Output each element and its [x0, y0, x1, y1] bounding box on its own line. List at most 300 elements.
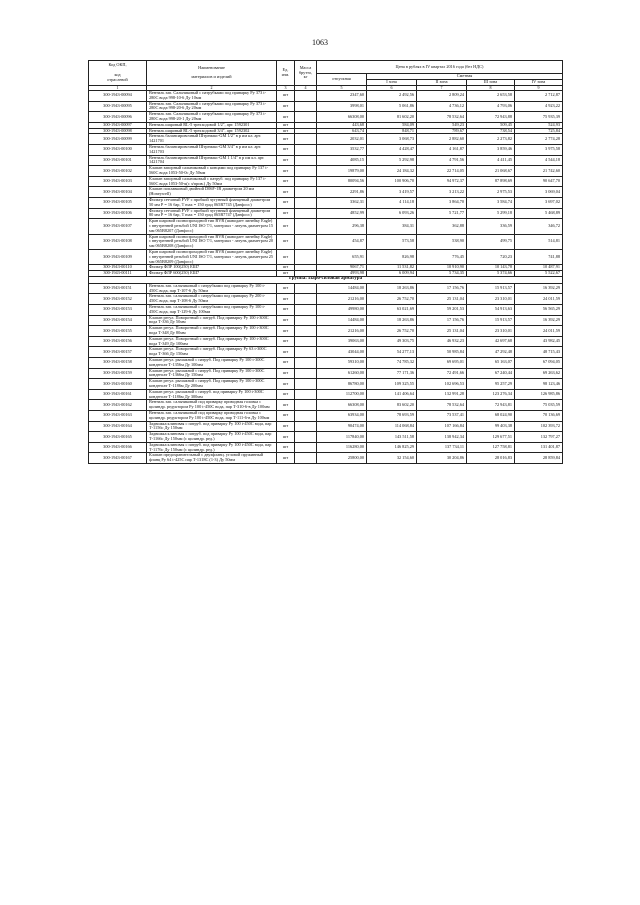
item-price: 443,68 — [317, 122, 367, 128]
item-price-zone-2: 69 695,01 — [417, 358, 467, 369]
item-name: Вентиль зап. сальниковый под приварку приводная головка с цилиндр. редуктором Ру 100 t-450С вода, пар Т-310-6-в Ду 100мм — [147, 400, 277, 411]
item-code: 300-1943-00098 — [89, 128, 147, 134]
item-price-zone-2: 78 532,64 — [417, 112, 467, 123]
table-row — [89, 208, 563, 219]
item-unit: шт — [277, 294, 295, 305]
item-mass — [295, 421, 317, 432]
item-unit: шт — [277, 265, 295, 271]
item-mass — [295, 336, 317, 347]
item-price-zone-1: 5 061,86 — [367, 101, 417, 112]
item-price-zone-2: 46 932,23 — [417, 336, 467, 347]
item-price-zone-3: 4 411,45 — [467, 155, 515, 166]
item-price-zone-1: 63 021,69 — [367, 305, 417, 316]
table-row — [89, 234, 563, 249]
item-price-zone-4: 5 468,89 — [515, 208, 563, 219]
item-name: Фильтр сетчатый FVF с пробкой чугунный фланцевый диаметром 80 мм Р = 16 бар, Т max = 150 град 065B7747 (Данфосс) — [147, 208, 277, 219]
item-price-zone-3: 21 068,67 — [467, 166, 515, 177]
item-price-zone-2: 17 156,76 — [417, 315, 467, 326]
item-code: 300-1943-00111 — [89, 271, 147, 277]
table-row — [89, 294, 563, 305]
item-price-zone-1: 18 263,86 — [367, 315, 417, 326]
item-price: 49980,00 — [317, 305, 367, 316]
item-mass — [295, 234, 317, 249]
item-name: Фильтр ФЛР 100(250) ЕШ7 — [147, 265, 277, 271]
item-price-zone-2: 102 696,53 — [417, 379, 467, 390]
table-row — [89, 197, 563, 208]
item-price-zone-2: 549,23 — [417, 122, 467, 128]
item-code: 300-1943-00096 — [89, 112, 147, 123]
item-price-zone-2: 2 809,24 — [417, 91, 467, 102]
col-number: 2 — [147, 86, 277, 91]
item-mass — [295, 326, 317, 337]
item-code: 300-1943-00103 — [89, 176, 147, 187]
item-code: 300-1943-00155 — [89, 326, 147, 337]
item-price-zone-1: 109 325,55 — [367, 379, 417, 390]
item-code: 300-1943-00153 — [89, 305, 147, 316]
item-mass — [295, 176, 317, 187]
item-price-zone-4: 3 697,02 — [515, 197, 563, 208]
item-price: 3362,31 — [317, 197, 367, 208]
item-price: 61260,00 — [317, 368, 367, 379]
item-price-zone-1: 3 068,73 — [367, 134, 417, 145]
item-mass — [295, 432, 317, 443]
item-price-zone-4: 3 975,58 — [515, 144, 563, 155]
item-price-zone-2: 132 991,28 — [417, 389, 467, 400]
item-price-zone-4: 346,72 — [515, 219, 563, 234]
item-name: Кран шаровой полнопроходной тип BVR (шаводает линейку Eagle) с внутренней резьбой UNI ISO 7/1, материал - латунь диаметром 20 мм 065B8208 (Данфосс) — [147, 234, 277, 249]
item-code: 300-1943-00110 — [89, 265, 147, 271]
table-row — [89, 176, 563, 187]
table-row — [89, 389, 563, 400]
item-price-zone-4: 56 565,29 — [515, 305, 563, 316]
item-price-zone-1: 4 428,47 — [367, 144, 417, 155]
item-price-zone-3: 123 276,34 — [467, 389, 515, 400]
item-price-zone-2: 10 910,90 — [417, 265, 467, 271]
item-price-zone-1: 584,09 — [367, 122, 417, 128]
table-row — [89, 368, 563, 379]
item-name: Фильтр сетчатый FVF с пробкой чугунный фланцевый диаметром 50 мм Р = 16 бар, Т max = 150 град 065B7745 (Данфосс) — [147, 197, 277, 208]
item-price-zone-3: 10 143,78 — [467, 265, 515, 271]
table-body — [89, 91, 563, 464]
item-price: 3532,77 — [317, 144, 367, 155]
item-name: Клапан регул. Поворотный с патруб. Под приварку Ру 63 t-300С вода Т-366 Ду 150мм — [147, 347, 277, 358]
table-row — [89, 358, 563, 369]
item-price-zone-2: 5 721,77 — [417, 208, 467, 219]
item-price-zone-3: 72 943,81 — [467, 400, 515, 411]
item-price-zone-4: 131 401,87 — [515, 442, 563, 453]
item-price-zone-4: 98 123,46 — [515, 379, 563, 390]
item-name: Вентиль зап. Сальниковый с патрубками под приварку Ру 373 t-280С вода 998-10-6 Ду 10мм — [147, 91, 277, 102]
item-price-zone-1: 848,71 — [367, 128, 417, 134]
item-name: Вентиль зап. сальниковый с патрубками под приварку Ру 200 t-450С вода, пар Т-108-6 Ду 50мм — [147, 294, 277, 305]
item-price-zone-1: 81 602,20 — [367, 112, 417, 123]
header-zone-1: I зона — [367, 80, 417, 86]
item-unit: шт — [277, 453, 295, 464]
item-price-zone-1: 3 419,57 — [367, 187, 417, 198]
item-price-zone-4: 21 742,60 — [515, 166, 563, 177]
item-price-zone-4: 48 715,43 — [515, 347, 563, 358]
item-mass — [295, 166, 317, 177]
item-name: Клапан регул. Поворотный с патруб. Под приварку Ру 100 t-300С вода Т-349 Ду 100мм — [147, 336, 277, 347]
item-price-zone-3: 99 403,38 — [467, 421, 515, 432]
item-unit: шт — [277, 271, 295, 277]
item-code: 300-1943-00160 — [89, 379, 147, 390]
item-name: Клапан регул. Поворотный с патруб. Под приварку Ру 100 t-300С вода Т-336 Ду 50мм — [147, 315, 277, 326]
item-mass — [295, 400, 317, 411]
item-name: Вентиль балансировочный Штремакс-GM 1/2" в р им кл. арт. 1421701 — [147, 134, 277, 145]
item-mass — [295, 379, 317, 390]
item-name: Клапан запорный сальниковый с патруб. под приварку Ру 137 t-560С вода 1053-50-к(с э/прив.) Ду 50мм — [147, 176, 277, 187]
page-number: 1063 — [312, 38, 328, 47]
item-price-zone-2: 94 972,37 — [417, 176, 467, 187]
col-number: 4 — [295, 86, 317, 91]
item-price: 25800,00 — [317, 453, 367, 464]
item-unit: шт — [277, 379, 295, 390]
item-price-zone-4: 75 035,59 — [515, 400, 563, 411]
group-title: Группа: Паро-силовая арматура — [89, 276, 563, 283]
item-unit: шт — [277, 421, 295, 432]
item-unit: шт — [277, 128, 295, 134]
item-price-zone-3: 127 758,81 — [467, 442, 515, 453]
item-price-zone-3: 5 299,18 — [467, 208, 515, 219]
item-mass — [295, 112, 317, 123]
item-unit: шт — [277, 197, 295, 208]
item-price: 296,38 — [317, 219, 367, 234]
item-price-zone-3: 23 310,01 — [467, 294, 515, 305]
item-code: 300-1943-00163 — [89, 411, 147, 422]
item-price-zone-3: 68 024,90 — [467, 411, 515, 422]
item-price-zone-2: 538,90 — [417, 234, 467, 249]
item-mass — [295, 134, 317, 145]
header-zones-title: Сметная — [367, 74, 563, 80]
item-price-zone-2: 2 882,60 — [417, 134, 467, 145]
item-code: 300-1943-00094 — [89, 91, 147, 102]
item-price: 21216,00 — [317, 294, 367, 305]
item-mass — [295, 389, 317, 400]
item-mass — [295, 453, 317, 464]
item-price-zone-4: 524,93 — [515, 122, 563, 128]
item-price-zone-4: 3 069,04 — [515, 187, 563, 198]
header-name: Наименование материалов и изделий — [147, 61, 277, 86]
item-price-zone-1: 77 171,36 — [367, 368, 417, 379]
item-price: 9067,71 — [317, 265, 367, 271]
item-price-zone-1: 83 602,20 — [367, 400, 417, 411]
item-price: 63934,00 — [317, 411, 367, 422]
item-price-zone-2: 4 791,56 — [417, 155, 467, 166]
item-unit: шт — [277, 112, 295, 123]
item-name: Вентиль зап. Сальниковый с патрубками под приварку Ру 373 t-280С вода 998-20-6 Ду 20мм — [147, 101, 277, 112]
item-price: 39063,00 — [317, 336, 367, 347]
item-price-zone-4: 132 797,27 — [515, 432, 563, 443]
table-row — [89, 400, 563, 411]
item-price-zone-2: 138 942,34 — [417, 432, 467, 443]
item-unit: шт — [277, 219, 295, 234]
item-price-zone-1: 143 511,58 — [367, 432, 417, 443]
item-unit: шт — [277, 283, 295, 294]
item-price-zone-3: 28 016,83 — [467, 453, 515, 464]
item-code: 300-1943-00099 — [89, 134, 147, 145]
col-number: 1 — [89, 86, 147, 91]
item-price-zone-4: 725,84 — [515, 128, 563, 134]
item-price-zone-2: 776,45 — [417, 249, 467, 264]
item-price-zone-1: 74 785,32 — [367, 358, 417, 369]
item-mass — [295, 249, 317, 264]
item-price-zone-1: 141 406,64 — [367, 389, 417, 400]
item-price-zone-2: 17 156,76 — [417, 283, 467, 294]
item-price-zone-1: 24 184,32 — [367, 166, 417, 177]
header-price-title: Цена в рублях в IV квартал 2016 года (без НДС) — [317, 61, 563, 74]
item-unit: шт — [277, 122, 295, 128]
item-price: 643,74 — [317, 128, 367, 134]
item-code: 300-1943-00162 — [89, 400, 147, 411]
col-number: 8 — [467, 86, 515, 91]
item-price-zone-4: 24 011,59 — [515, 294, 563, 305]
item-price-zone-1: 26 752,70 — [367, 294, 417, 305]
item-name: Клапан регул. рычажной с патруб. Под приварку Ру 100 t-300С конденсат Т-1356м Ду 100мм — [147, 358, 277, 369]
item-name: Вентиль балансировочный Штремакс-GM 3/4" в р им кл. арт. 1421703 — [147, 144, 277, 155]
item-name: Вентиль балансировочный Штремакс-GM 1 1/4" в р им кл. арт. 1421704 — [147, 155, 277, 166]
table-row — [89, 305, 563, 316]
item-price-zone-3: 47 292,48 — [467, 347, 515, 358]
item-price-zone-2: 4 161,87 — [417, 144, 467, 155]
item-mass — [295, 91, 317, 102]
header-unit: Ед. изм. — [277, 61, 295, 86]
item-price-zone-4: 16 392,29 — [515, 283, 563, 294]
item-name: Клапан регул. Поворотный с патруб. Под приварку Ру 100 t-300С вода Т-348 Ду 80мм — [147, 326, 277, 337]
item-code: 300-1943-00109 — [89, 249, 147, 264]
item-price-zone-4: 90 647,70 — [515, 176, 563, 187]
item-name: Вентиль зап. Сальниковый с патрубками под приварку Ру 373 t-280С вода 998-20-1 Ду 20мм — [147, 112, 277, 123]
item-name: Кран шаровой полнопроходной тип BVR (шаводает линейку Eagle) с внутренней резьбой UNI ISO 7/1, материал - латунь диаметром 25 мм 065B8209 (Данфосс) — [147, 249, 277, 264]
item-name: Клапан регул. рычажной с патруб. под приварку Ру 100 t-300С конденсат Т-1186м Ду 300мм — [147, 389, 277, 400]
item-price-zone-4: 741,88 — [515, 249, 563, 264]
item-price-zone-1: 6 009,94 — [367, 271, 417, 277]
item-price-zone-4: 2 774,28 — [515, 134, 563, 145]
item-price-zone-1: 26 752,70 — [367, 326, 417, 337]
item-name: Фильтр ФЛР 600(250) ЕШ7 — [147, 271, 277, 277]
item-code: 300-1943-00105 — [89, 197, 147, 208]
item-price-zone-2: 50 985,84 — [417, 347, 467, 358]
item-unit: шт — [277, 208, 295, 219]
item-unit: шт — [277, 305, 295, 316]
item-unit: шт — [277, 315, 295, 326]
item-code: 300-1943-00161 — [89, 389, 147, 400]
table-row — [89, 187, 563, 198]
item-price-zone-1: 100 906,70 — [367, 176, 417, 187]
item-name: Задвижка клиновая с патруб. под приварку Ру 100 t-450С вода, пар Т-1156с Ду 150мм — [147, 421, 277, 432]
item-price: 66308,00 — [317, 400, 367, 411]
table-header — [89, 61, 563, 91]
item-unit: шт — [277, 442, 295, 453]
item-name: Клапан регул. рычажной с патруб. Под приварку Ру 100 t-300С конденсат Т-1186м Ду 200мм — [147, 379, 277, 390]
item-price: 59310,00 — [317, 358, 367, 369]
table-row — [89, 411, 563, 422]
table-row — [89, 112, 563, 123]
item-price-zone-2: 30 204,86 — [417, 453, 467, 464]
item-price-zone-3: 4 793,06 — [467, 101, 515, 112]
table-row — [89, 155, 563, 166]
item-code: 300-1943-00108 — [89, 234, 147, 249]
item-unit: шт — [277, 368, 295, 379]
item-name: Задвижка клиновая с патруб. под приварку Ру 100 t-450С вода, пар Т-1166с Ду 150мм (с цилиндр. ред.) — [147, 432, 277, 443]
item-code: 300-1943-00166 — [89, 442, 147, 453]
item-price-zone-4: 5 522,67 — [515, 271, 563, 277]
item-code: 300-1943-00102 — [89, 166, 147, 177]
item-code: 300-1943-00097 — [89, 122, 147, 128]
item-price-zone-3: 42 697,68 — [467, 336, 515, 347]
item-unit: шт — [277, 347, 295, 358]
item-mass — [295, 187, 317, 198]
item-price: 112700,00 — [317, 389, 367, 400]
item-price-zone-4: 16 392,29 — [515, 315, 563, 326]
item-mass — [295, 155, 317, 166]
item-price: 4993,98 — [317, 271, 367, 277]
col-number: 6 — [367, 86, 417, 91]
item-unit: шт — [277, 101, 295, 112]
item-price-zone-3: 5 374,66 — [467, 271, 515, 277]
item-price-zone-3: 3 859,46 — [467, 144, 515, 155]
item-unit: шт — [277, 358, 295, 369]
header-zone-2: II зона — [417, 80, 467, 86]
item-mass — [295, 442, 317, 453]
item-code: 300-1943-00158 — [89, 358, 147, 369]
item-price-zone-2: 5 734,35 — [417, 271, 467, 277]
item-price-zone-2: 4 736,12 — [417, 101, 467, 112]
item-price-zone-3: 499,75 — [467, 234, 515, 249]
item-price-zone-1: 384,31 — [367, 219, 417, 234]
table-row — [89, 347, 563, 358]
item-price-zone-4: 4 544,18 — [515, 155, 563, 166]
item-price-zone-1: 2 492,56 — [367, 91, 417, 102]
table-row — [89, 326, 563, 337]
item-name: Задвижка клиновая с патруб. под приварку Ру 100 t-450С вода, пар Т-1176с Ду 150мм (с цилиндр. ред.) — [147, 442, 277, 453]
item-price-zone-3: 72 943,88 — [467, 112, 515, 123]
item-unit: шт — [277, 187, 295, 198]
item-price-zone-3: 15 913,57 — [467, 315, 515, 326]
item-code: 300-1943-00101 — [89, 155, 147, 166]
item-price: 19879,00 — [317, 166, 367, 177]
table-row — [89, 134, 563, 145]
col-number: 5 — [317, 86, 367, 91]
item-price-zone-1: 54 277,13 — [367, 347, 417, 358]
item-name: Кран шаровой полнопроходной тип BVR (шаводает линейку Eagle) с внутренней резьбой UNI ISO 7/1, материал - латунь диаметром 15 мм 065B8207 (Данфосс) — [147, 219, 277, 234]
item-price-zone-4: 69 263,62 — [515, 368, 563, 379]
item-mass — [295, 197, 317, 208]
item-price-zone-3: 87 898,69 — [467, 176, 515, 187]
table-row — [89, 315, 563, 326]
item-code: 300-1943-00104 — [89, 187, 147, 198]
item-mass — [295, 283, 317, 294]
item-price-zone-1: 11 531,82 — [367, 265, 417, 271]
item-price-zone-1: 114 068,84 — [367, 421, 417, 432]
item-name: Вентиль зап. сальниковый под приварку приводная головка с цилиндр. редуктором Ру 100 t-450С вода, пар Т-111-6-в Ду 100мм — [147, 411, 277, 422]
item-price-zone-3: 2 653,58 — [467, 91, 515, 102]
item-mass — [295, 101, 317, 112]
table-row — [89, 91, 563, 102]
item-price: 116280,00 — [317, 442, 367, 453]
item-unit: шт — [277, 249, 295, 264]
item-price-zone-4: 28 859,84 — [515, 453, 563, 464]
item-price-zone-3: 67 240,44 — [467, 368, 515, 379]
item-code: 300-1943-00159 — [89, 368, 147, 379]
item-price-zone-3: 65 163,07 — [467, 358, 515, 369]
item-price-zone-3: 720,23 — [467, 249, 515, 264]
item-code: 300-1943-00151 — [89, 283, 147, 294]
item-name: Клапан предохранительный с двухфланц. угловой пружинный фланц Ру 64 t-425С пар Т-1318С (1-3) Ду 50мм — [147, 453, 277, 464]
item-code: 300-1943-00165 — [89, 432, 147, 443]
item-price-zone-3: 95 257,29 — [467, 379, 515, 390]
item-price-zone-1: 146 825,29 — [367, 442, 417, 453]
item-price: 4085,15 — [317, 155, 367, 166]
item-price-zone-1: 78 693,59 — [367, 411, 417, 422]
item-price-zone-1: 49 303,75 — [367, 336, 417, 347]
table-row — [89, 249, 563, 264]
item-price: 14484,00 — [317, 315, 367, 326]
table-row — [89, 166, 563, 177]
item-unit: шт — [277, 326, 295, 337]
item-price-zone-1: 6 093,26 — [367, 208, 417, 219]
table-row — [89, 453, 563, 464]
table-row — [89, 219, 563, 234]
item-price: 21216,00 — [317, 326, 367, 337]
table-row — [89, 283, 563, 294]
item-price-zone-2: 789,67 — [417, 128, 467, 134]
item-name: Вентиль зап. сальниковый с патрубками под приварку Ру 100 t-450С вода, пар Т-129-6 Ду 100мм — [147, 305, 277, 316]
item-price: 2347,60 — [317, 91, 367, 102]
item-unit: шт — [277, 176, 295, 187]
header-code: Код ОКП, код отраслевой — [89, 61, 147, 86]
item-price: 80094,56 — [317, 176, 367, 187]
table-row — [89, 336, 563, 347]
item-price-zone-3: 2 975,53 — [467, 187, 515, 198]
item-mass — [295, 208, 317, 219]
item-price: 117840,00 — [317, 432, 367, 443]
table-row — [89, 379, 563, 390]
item-price-zone-3: 23 310,01 — [467, 326, 515, 337]
item-unit: шт — [277, 336, 295, 347]
item-price-zone-4: 514,81 — [515, 234, 563, 249]
item-price-zone-3: 15 913,57 — [467, 283, 515, 294]
item-price-zone-2: 137 734,11 — [417, 442, 467, 453]
item-price-zone-2: 3 864,70 — [417, 197, 467, 208]
item-price-zone-1: 826,98 — [367, 249, 417, 264]
item-price: 2032,01 — [317, 134, 367, 145]
item-price-zone-1: 32 154,60 — [367, 453, 417, 464]
item-unit: шт — [277, 144, 295, 155]
item-price-zone-1: 4 114,18 — [367, 197, 417, 208]
item-mass — [295, 315, 317, 326]
item-price-zone-3: 54 913,63 — [467, 305, 515, 316]
item-price-zone-3: 738,54 — [467, 128, 515, 134]
item-price-zone-4: 75 935,39 — [515, 112, 563, 123]
item-unit: шт — [277, 166, 295, 177]
item-price-zone-2: 73 537,41 — [417, 411, 467, 422]
item-price-zone-2: 3 213,22 — [417, 187, 467, 198]
table-row — [89, 144, 563, 155]
item-price: 90474,00 — [317, 421, 367, 432]
item-code: 300-1943-00106 — [89, 208, 147, 219]
item-code: 300-1943-00157 — [89, 347, 147, 358]
item-code: 300-1943-00095 — [89, 101, 147, 112]
item-price-zone-3: 3 584,74 — [467, 197, 515, 208]
item-code: 300-1943-00100 — [89, 144, 147, 155]
item-mass — [295, 411, 317, 422]
item-price-zone-4: 10 487,91 — [515, 265, 563, 271]
item-price-zone-3: 336,59 — [467, 219, 515, 234]
item-price-zone-4: 70 136,69 — [515, 411, 563, 422]
item-code: 300-1943-00156 — [89, 336, 147, 347]
item-price-zone-4: 126 985,86 — [515, 389, 563, 400]
